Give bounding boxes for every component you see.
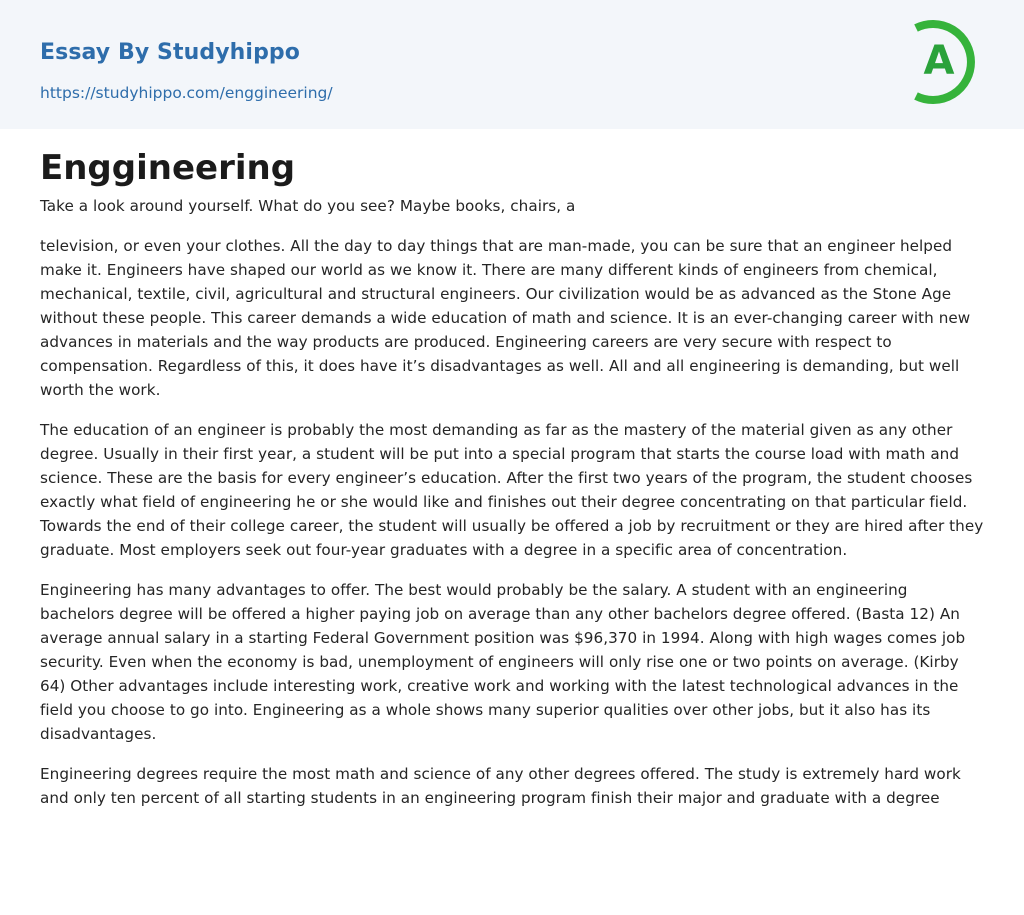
article-paragraph: Engineering has many advantages to offer. The best would probably be the salary. A student with an engineering bachelors degree will be offered a higher paying job on average than any other bachelors degree offered. (Basta 12) An average annual salary in a starting Federal Government position was $96,370 in 1994. Along with high wages comes job security. Even when the economy is bad, unemployment of engineers will only rise one or two points on average. (Kirby 64) Other advantages include interesting work, creative work and working with the latest technological advances in the field you choose to go into. Engineering as a whole shows many superior qualities over other jobs, but it also has its disadvantages. (40, 581, 966, 743)
page-url-link[interactable]: https://studyhippo.com/enggineering/ (40, 84, 333, 102)
article (40, 146, 984, 826)
studyhippo-logo-icon[interactable] (906, 18, 990, 106)
site-brand[interactable]: Essay By Studyhippo (40, 40, 300, 65)
article-paragraph: Take a look around yourself. What do you see? Maybe books, chairs, a (40, 197, 576, 215)
article-paragraph: television, or even your clothes. All the day to day things that are man-made, you can be sure that an engineer helped make it. Engineers have shaped our world as we know it. There are many different kinds of engineers from chemical, mechanical, textile, civil, agricultural and structural engineers. Our civilization would be as advanced as the Stone Age without these people. This career demands a wide education of math and science. It is an ever-changing career with new advances in materials and the way products are produced. Engineering careers are very secure with respect to compensation. Regardless of this, it does have it’s disadvantages as well. All and all engineering is demanding, but well worth the work. (40, 237, 971, 399)
article-paragraph: Engineering degrees require the most math and science of any other degrees offered. The study is extremely hard work and only ten percent of all starting students in an engineering program finish their major and graduate with a degree (40, 765, 961, 807)
site-header (0, 0, 1024, 129)
article-paragraph: The education of an engineer is probably the most demanding as far as the mastery of the material given as any other degree. Usually in their first year, a student will be put into a special program that starts the course load with math and science. These are the basis for every engineer’s education. After the first two years of the program, the student chooses exactly what field of engineering he or she would like and finishes out their degree concentrating on that particular field. Towards the end of their college career, the student will usually be offered a job by recruitment or they are hired after they graduate. Most employers seek out four-year graduates with a degree in a specific area of concentration. (40, 421, 984, 559)
article-title: Enggineering (40, 148, 296, 188)
logo-letter: A (923, 38, 955, 84)
